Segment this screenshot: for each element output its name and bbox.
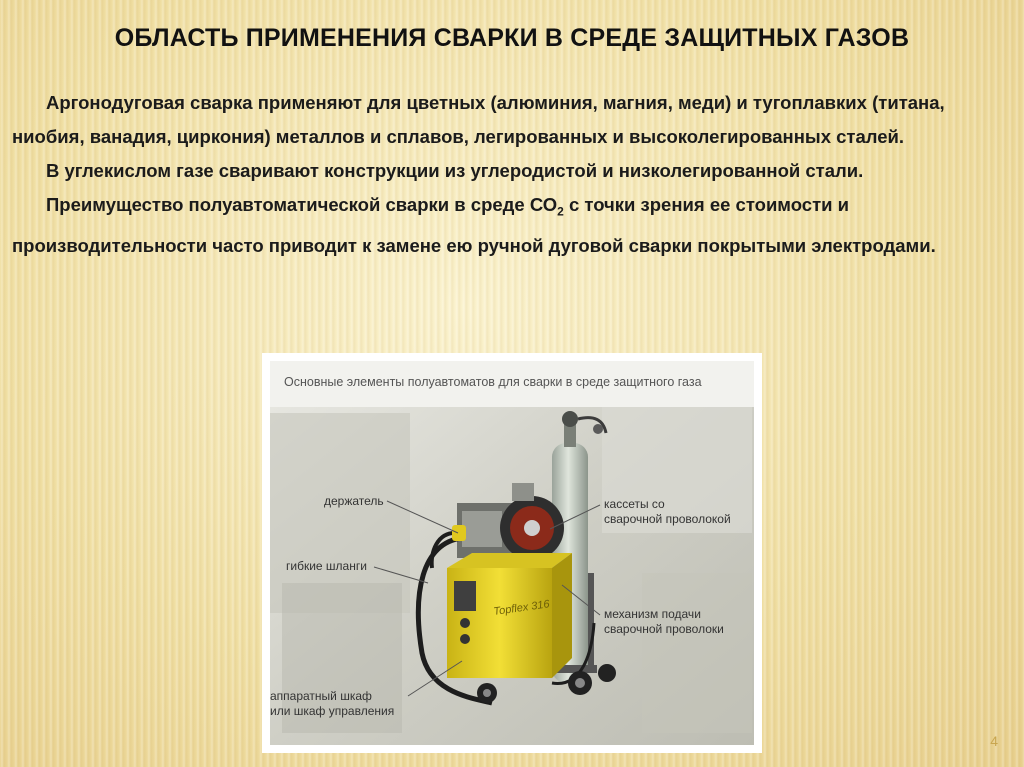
- callout-feeder: механизм подачи сварочной проволоки: [604, 607, 724, 636]
- paragraph-co2: В углекислом газе сваривают конструкции из углеродистой и низколегированной стали.: [46, 160, 864, 181]
- advantage-text-end: с точки зрения ее стоимости и производительности часто приводит к замене ею ручной дуговой сварки покрытыми электродами.: [12, 194, 936, 256]
- callout-cabinet: аппаратный шкаф или шкаф управления: [270, 689, 395, 718]
- callout-holder: держатель: [324, 494, 384, 508]
- slide-title: ОБЛАСТЬ ПРИМЕНЕНИЯ СВАРКИ В СРЕДЕ ЗАЩИТНЫХ ГАЗОВ: [114, 24, 910, 52]
- callout-cassettes: кассеты со сварочной проволокой: [604, 497, 731, 526]
- co2-subscript: 2: [557, 204, 564, 219]
- figure-caption: Основные элементы полуавтоматов для сварки в среде защитного газа: [284, 375, 702, 389]
- advantage-text-start: Преимущество полуавтоматической сварки в среде СО: [46, 194, 558, 215]
- welding-machine-figure: [262, 353, 762, 753]
- machine-body: [447, 553, 572, 678]
- callout-hoses: гибкие шланги: [286, 559, 367, 573]
- paragraph-argon: Аргонодуговая сварка применяют для цветных (алюминия, магния, меди) и тугоплавких (титана, ниобия, ванадия, циркония) металлов и сплавов, легированных и высоколегированных сталей.: [12, 92, 945, 147]
- paragraph-advantage: [12, 188, 1012, 263]
- machine-brand-label: Topflex 316: [492, 598, 551, 618]
- page-number: 4: [990, 733, 998, 749]
- body-text: [12, 86, 1012, 263]
